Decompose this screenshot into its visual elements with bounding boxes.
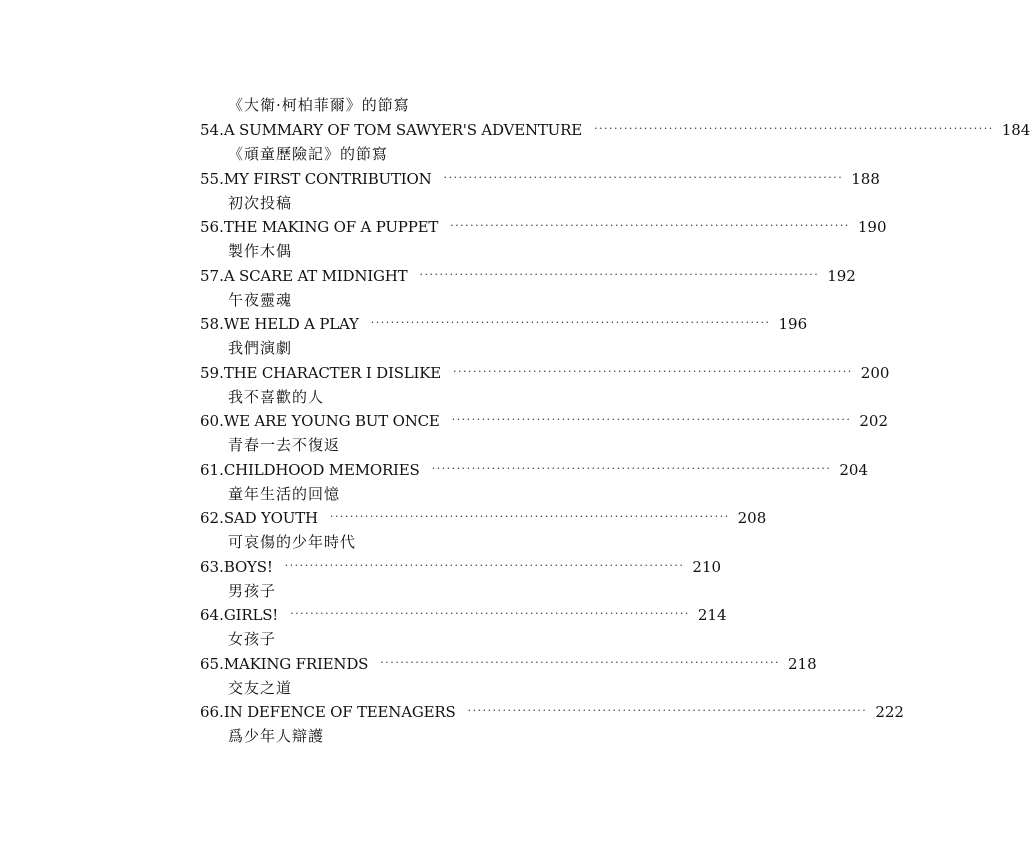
page-number: 188: [851, 169, 880, 188]
dot-leader: ················································································: [451, 413, 852, 426]
entry-number: 64.: [200, 606, 224, 624]
entry-chinese-title: 《頑童歷險記》的節寫: [228, 145, 389, 163]
entry-title: BOYS!: [223, 557, 273, 576]
toc-entry: [200, 215, 887, 239]
page-number: 190: [857, 218, 887, 236]
toc-entry: [200, 118, 1030, 142]
entry-title: SAD YOUTH: [223, 509, 318, 527]
page-number: 210: [692, 557, 722, 576]
page-number: 196: [778, 315, 808, 333]
dot-leader: ················································································: [453, 364, 853, 378]
page-number: 214: [697, 606, 727, 624]
toc-entry: [200, 409, 889, 433]
dot-leader: ················································································: [443, 170, 844, 184]
page-number: 222: [875, 703, 904, 721]
dot-leader: ················································································: [329, 510, 730, 523]
entry-title: THE CHARACTER I DISLIKE: [223, 363, 442, 382]
toc-entry: [200, 361, 890, 385]
entry-title: MAKING FRIENDS: [223, 654, 369, 673]
entry-number: 55.: [200, 169, 224, 188]
entry-chinese-title: 青春一去不復返: [228, 436, 341, 454]
toc-entry: [200, 603, 727, 627]
toc-entry: [200, 700, 904, 724]
entry-title: A SUMMARY OF TOM SAWYER'S ADVENTURE: [223, 121, 582, 139]
entry-chinese-title: 可哀傷的少年時代: [228, 533, 357, 551]
entry-title: WE HELD A PLAY: [223, 315, 359, 333]
entry-number: 65.: [200, 654, 224, 673]
page-number: 192: [827, 266, 856, 285]
dot-leader: ················································································: [290, 607, 690, 620]
entry-number: 62.: [200, 509, 224, 527]
entry-chinese-title: 午夜靈魂: [228, 290, 293, 309]
toc-entry: [200, 506, 767, 530]
dot-leader: ················································································: [380, 655, 780, 669]
dot-leader: ················································································: [593, 122, 994, 135]
entry-number: 63.: [200, 557, 224, 576]
entry-chinese-title: 爲少年人辯護: [228, 727, 325, 745]
entry-title: A SCARE AT MIDNIGHT: [223, 266, 408, 285]
entry-chinese-title: 交友之道: [228, 678, 293, 697]
entry-title: CHILDHOOD MEMORIES: [223, 460, 420, 479]
dot-leader: ················································································: [284, 558, 685, 572]
entry-number: 61.: [200, 460, 224, 479]
dot-leader: ················································································: [467, 704, 868, 717]
entry-number: 58.: [200, 315, 224, 333]
entry-number: 60.: [200, 412, 224, 430]
entry-number: 66.: [200, 703, 224, 721]
entry-chinese-title: 女孩子: [228, 630, 277, 648]
entry-title: MY FIRST CONTRIBUTION: [223, 169, 432, 188]
entry-chinese-title: 男孩子: [228, 581, 277, 600]
entry-title: WE ARE YOUNG BUT ONCE: [223, 412, 440, 430]
entry-chinese-title: 童年生活的回憶: [228, 484, 341, 503]
toc-entry: [200, 167, 880, 191]
toc-entry: [200, 264, 856, 288]
entry-chinese-title: 初次投稿: [228, 193, 293, 212]
page-number: 204: [839, 460, 868, 479]
entry-number: 54.: [200, 121, 224, 139]
toc-entry: [200, 652, 817, 676]
page-number: 202: [859, 412, 889, 430]
entry-chinese-title: 我不喜歡的人: [228, 387, 325, 406]
page-number: 184: [1001, 121, 1030, 139]
entry-title: IN DEFENCE OF TEENAGERS: [223, 703, 456, 721]
previous-entry-chinese-title: 《大衛·柯柏菲爾》的節寫: [228, 96, 410, 114]
dot-leader: ················································································: [370, 316, 771, 329]
dot-leader: ················································································: [419, 267, 820, 281]
toc-entry: [200, 458, 868, 482]
dot-leader: ················································································: [431, 461, 832, 475]
entry-chinese-title: 我們演劇: [228, 339, 293, 357]
entry-chinese-title: 製作木偶: [228, 242, 293, 260]
entry-number: 59.: [200, 363, 224, 382]
entry-number: 56.: [200, 218, 224, 236]
page-number: 218: [788, 654, 817, 673]
dot-leader: ················································································: [450, 219, 850, 232]
entry-title: THE MAKING OF A PUPPET: [223, 218, 439, 236]
entry-title: GIRLS!: [223, 606, 279, 624]
toc-entry: [200, 312, 808, 336]
page-number: 200: [860, 363, 890, 382]
page-number: 208: [737, 509, 767, 527]
toc-entry: [200, 555, 722, 579]
entry-number: 57.: [200, 266, 224, 285]
